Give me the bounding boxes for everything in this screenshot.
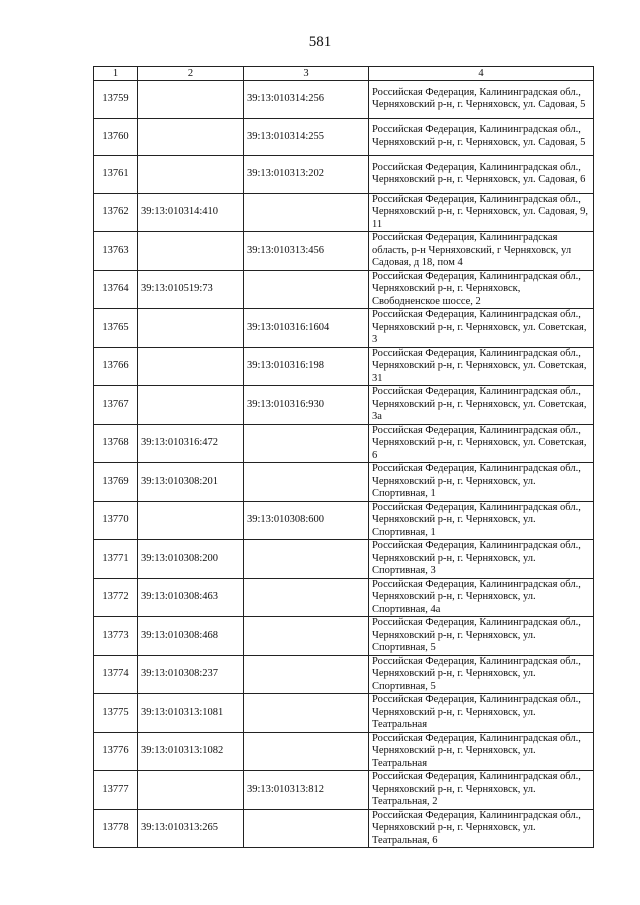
address-cell: Российская Федерация, Калининградская обл., Черняховский р-н, г. Черняховск, ул. Театральная	[369, 694, 594, 733]
table-row	[94, 463, 594, 502]
cadastral-number-cell: 39:13:010308:200	[138, 540, 244, 579]
cadastral-number-cell: 39:13:010308:201	[138, 463, 244, 502]
row-number-cell: 13769	[94, 463, 138, 502]
cadastral-number-cell	[244, 424, 369, 463]
table-row	[94, 809, 594, 848]
table-row	[94, 118, 594, 156]
header-col-3: 3	[244, 67, 369, 81]
row-number-cell: 13776	[94, 732, 138, 771]
cadastral-number-cell: 39:13:010519:73	[138, 270, 244, 309]
cadastral-number-cell	[138, 347, 244, 386]
cadastral-number-cell: 39:13:010308:237	[138, 655, 244, 694]
cadastral-number-cell: 39:13:010316:472	[138, 424, 244, 463]
cadastral-number-cell: 39:13:010313:456	[244, 232, 369, 271]
header-col-4: 4	[369, 67, 594, 81]
address-cell: Российская Федерация, Калининградская обл., Черняховский р-н, г. Черняховск, ул. Театральная	[369, 732, 594, 771]
cadastral-number-cell: 39:13:010314:410	[138, 193, 244, 232]
cadastral-number-cell	[244, 694, 369, 733]
row-number-cell: 13774	[94, 655, 138, 694]
table-row	[94, 771, 594, 810]
cadastral-number-cell	[244, 617, 369, 656]
address-cell: Российская Федерация, Калининградская обл., Черняховский р-н, г. Черняховск, ул. Спортивная, 5	[369, 617, 594, 656]
page-number: 581	[308, 34, 332, 50]
address-cell: Российская Федерация, Калининградская обл., Черняховский р-н, г. Черняховск, ул. Театральная, 2	[369, 771, 594, 810]
address-cell: Российская Федерация, Калининградская обл., Черняховский р-н, г. Черняховск, ул. Садовая, 6	[369, 156, 594, 194]
cadastral-number-cell: 39:13:010316:198	[244, 347, 369, 386]
row-number-cell: 13771	[94, 540, 138, 579]
address-cell: Российская Федерация, Калининградская обл., Черняховский р-н, г. Черняховск, ул. Советская, 3а	[369, 386, 594, 425]
cadastral-number-cell	[244, 578, 369, 617]
table-row	[94, 655, 594, 694]
table-row	[94, 386, 594, 425]
address-cell: Российская Федерация, Калининградская обл., Черняховский р-н, г. Черняховск, ул. Советская, 31	[369, 347, 594, 386]
cadastral-number-cell: 39:13:010308:463	[138, 578, 244, 617]
row-number-cell: 13777	[94, 771, 138, 810]
address-cell: Российская Федерация, Калининградская обл., Черняховский р-н, г. Черняховск, ул. Спортивная, 3	[369, 540, 594, 579]
cadastral-number-cell	[138, 501, 244, 540]
address-cell: Российская Федерация, Калининградская обл., Черняховский р-н, г. Черняховск, ул. Спортивная, 1	[369, 463, 594, 502]
cadastral-number-cell	[244, 655, 369, 694]
row-number-cell: 13770	[94, 501, 138, 540]
table-row	[94, 424, 594, 463]
cadastral-number-cell: 39:13:010313:265	[138, 809, 244, 848]
table-row	[94, 578, 594, 617]
row-number-cell: 13766	[94, 347, 138, 386]
cadastral-number-cell	[244, 463, 369, 502]
row-number-cell: 13768	[94, 424, 138, 463]
cadastral-number-cell: 39:13:010314:256	[244, 81, 369, 119]
cadastral-number-cell	[138, 309, 244, 348]
cadastral-number-cell: 39:13:010314:255	[244, 118, 369, 156]
cadastral-number-cell	[244, 809, 369, 848]
row-number-cell: 13772	[94, 578, 138, 617]
address-cell: Российская Федерация, Калининградская обл., Черняховский р-н, г. Черняховск, ул. Садовая, 9, 11	[369, 193, 594, 232]
address-cell: Российская Федерация, Калининградская обл., Черняховский р-н, г. Черняховск, ул. Спортивная, 5	[369, 655, 594, 694]
table-row	[94, 540, 594, 579]
cadastral-number-cell	[244, 270, 369, 309]
cadastral-number-cell: 39:13:010313:202	[244, 156, 369, 194]
address-cell: Российская Федерация, Калининградская обл., Черняховский р-н, г. Черняховск, ул. Спортивная, 4а	[369, 578, 594, 617]
row-number-cell: 13775	[94, 694, 138, 733]
table-row	[94, 232, 594, 271]
cadastral-number-cell	[244, 732, 369, 771]
row-number-cell: 13759	[94, 81, 138, 119]
row-number-cell: 13761	[94, 156, 138, 194]
registry-table	[93, 66, 594, 848]
address-cell: Российская Федерация, Калининградская обл., Черняховский р-н, г. Черняховск, ул. Спортивная, 1	[369, 501, 594, 540]
cadastral-number-cell	[138, 771, 244, 810]
cadastral-number-cell	[244, 540, 369, 579]
address-cell: Российская Федерация, Калининградская обл., Черняховский р-н, г. Черняховск, ул. Советская, 3	[369, 309, 594, 348]
cadastral-number-cell: 39:13:010316:930	[244, 386, 369, 425]
table-header-row	[94, 67, 594, 81]
cadastral-number-cell	[138, 81, 244, 119]
address-cell: Российская Федерация, Калининградская обл., Черняховский р-н, г. Черняховск, ул. Садовая, 5	[369, 81, 594, 119]
table-row	[94, 732, 594, 771]
cadastral-number-cell	[138, 118, 244, 156]
row-number-cell: 13773	[94, 617, 138, 656]
cadastral-number-cell: 39:13:010313:1082	[138, 732, 244, 771]
table-row	[94, 193, 594, 232]
table-row	[94, 81, 594, 119]
table-row	[94, 694, 594, 733]
row-number-cell: 13762	[94, 193, 138, 232]
cadastral-number-cell	[138, 232, 244, 271]
table-row	[94, 270, 594, 309]
address-cell: Российская Федерация, Калининградская обл., Черняховский р-н, г. Черняховск, ул. Театральная, 6	[369, 809, 594, 848]
table-row	[94, 617, 594, 656]
row-number-cell: 13763	[94, 232, 138, 271]
table-row	[94, 156, 594, 194]
cadastral-number-cell	[138, 156, 244, 194]
cadastral-number-cell: 39:13:010308:600	[244, 501, 369, 540]
cadastral-number-cell: 39:13:010313:1081	[138, 694, 244, 733]
address-cell: Российская Федерация, Калининградская область, р-н Черняховский, г Черняховск, ул Садовая, д 18, пом 4	[369, 232, 594, 271]
address-cell: Российская Федерация, Калининградская обл., Черняховский р-н, г. Черняховск, Свободненское шоссе, 2	[369, 270, 594, 309]
cadastral-number-cell: 39:13:010313:812	[244, 771, 369, 810]
cadastral-number-cell: 39:13:010308:468	[138, 617, 244, 656]
row-number-cell: 13764	[94, 270, 138, 309]
table-row	[94, 347, 594, 386]
header-col-2: 2	[138, 67, 244, 81]
table-row	[94, 501, 594, 540]
row-number-cell: 13760	[94, 118, 138, 156]
header-col-1: 1	[94, 67, 138, 81]
address-cell: Российская Федерация, Калининградская обл., Черняховский р-н, г. Черняховск, ул. Садовая, 5	[369, 118, 594, 156]
address-cell: Российская Федерация, Калининградская обл., Черняховский р-н, г. Черняховск, ул. Советская, 6	[369, 424, 594, 463]
row-number-cell: 13765	[94, 309, 138, 348]
cadastral-number-cell	[244, 193, 369, 232]
cadastral-number-cell	[138, 386, 244, 425]
cadastral-number-cell: 39:13:010316:1604	[244, 309, 369, 348]
row-number-cell: 13767	[94, 386, 138, 425]
row-number-cell: 13778	[94, 809, 138, 848]
table-row	[94, 309, 594, 348]
